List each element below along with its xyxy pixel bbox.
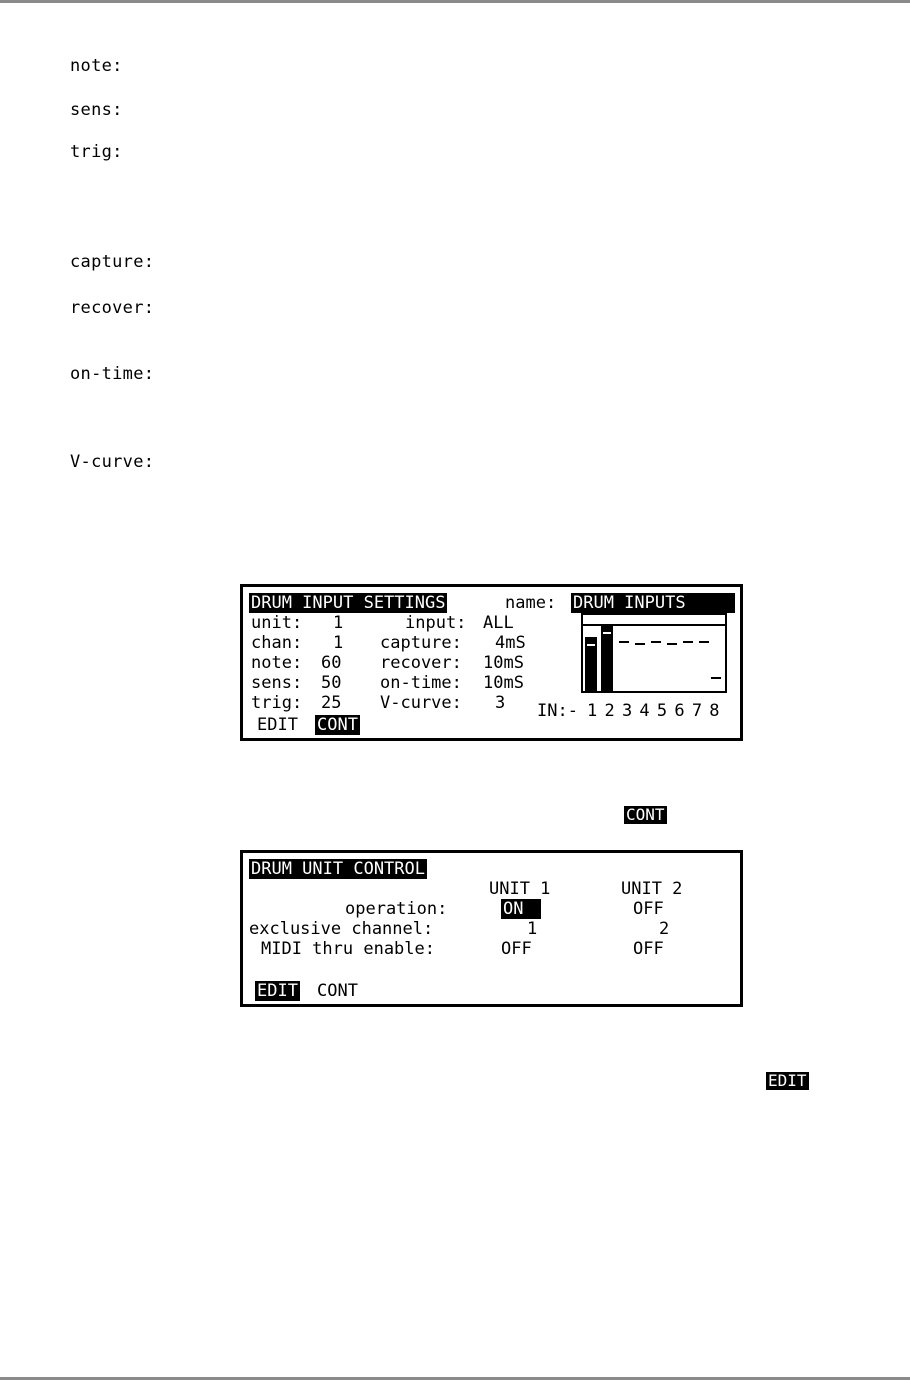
capture-label: capture: xyxy=(380,633,462,653)
operation-unit1[interactable]: ON xyxy=(501,899,541,919)
recover-label: recover: xyxy=(380,653,462,673)
term-recover: recover: xyxy=(70,298,155,318)
peak-mark xyxy=(603,632,611,634)
term-trig: trig: xyxy=(70,142,123,162)
soft-edit-button-2[interactable]: EDIT xyxy=(257,981,298,1001)
screen-title: DRUM INPUT SETTINGS xyxy=(251,593,446,613)
operation-label: operation: xyxy=(345,899,448,919)
trig-label: trig: xyxy=(251,693,303,713)
soft-cont-button-2[interactable]: CONT xyxy=(317,981,358,1001)
peak-mark xyxy=(587,644,595,646)
input-level-dash-4 xyxy=(635,643,645,645)
in-label: IN:- xyxy=(537,701,578,721)
top-rule xyxy=(0,0,910,3)
input-level-bar-1 xyxy=(585,637,597,691)
note-value[interactable]: 60 xyxy=(321,653,342,673)
term-v-curve: V-curve: xyxy=(70,452,155,472)
midithru-unit2[interactable]: OFF xyxy=(633,939,664,959)
input-level-dash-6 xyxy=(667,643,677,645)
operation-unit2[interactable]: OFF xyxy=(633,899,664,919)
meter-floor-dash xyxy=(711,677,721,679)
vcurve-value[interactable]: 3 xyxy=(495,693,506,713)
midithru-label: MIDI thru enable: xyxy=(261,939,435,959)
midithru-unit1[interactable]: OFF xyxy=(501,939,532,959)
vcurve-label: V-curve: xyxy=(380,693,462,713)
exclusive-unit2[interactable]: 2 xyxy=(659,919,670,939)
screen2-title: DRUM UNIT CONTROL xyxy=(251,859,425,879)
term-on-time: on-time: xyxy=(70,364,155,384)
soft-cont-button[interactable]: CONT xyxy=(317,715,358,735)
unit2-header: UNIT 2 xyxy=(621,879,683,899)
name-label: name: xyxy=(505,593,557,613)
input-level-dash-3 xyxy=(619,641,629,643)
term-sens: sens: xyxy=(70,100,123,120)
exclusive-unit1[interactable]: 1 xyxy=(527,919,538,939)
trig-value[interactable]: 25 xyxy=(321,693,342,713)
drum-input-settings-screen xyxy=(240,584,743,741)
term-note: note: xyxy=(70,56,123,76)
recover-value[interactable]: 10mS xyxy=(483,653,524,673)
chan-value[interactable]: 1 xyxy=(333,633,344,653)
capture-value[interactable]: 4mS xyxy=(495,633,526,653)
sens-label: sens: xyxy=(251,673,303,693)
input-level-dash-5 xyxy=(651,641,661,643)
sens-value[interactable]: 50 xyxy=(321,673,342,693)
soft-edit-button[interactable]: EDIT xyxy=(257,715,298,735)
ontime-value[interactable]: 10mS xyxy=(483,673,524,693)
input-level-meter xyxy=(581,613,727,693)
unit-label: unit: xyxy=(251,613,303,633)
input-level-bar-2 xyxy=(601,625,613,691)
note-label: note: xyxy=(251,653,303,673)
input-level-dash-7 xyxy=(683,641,693,643)
chan-label: chan: xyxy=(251,633,303,653)
input-level-dash-8 xyxy=(699,641,709,643)
unit1-header: UNIT 1 xyxy=(489,879,551,899)
term-capture: capture: xyxy=(70,252,155,272)
in-numbers: 1 2 3 4 5 6 7 8 xyxy=(587,701,720,721)
input-value[interactable]: ALL xyxy=(483,613,514,633)
unit-value[interactable]: 1 xyxy=(333,613,344,633)
exclusive-label: exclusive channel: xyxy=(249,919,434,939)
input-label: input: xyxy=(405,613,467,633)
name-value[interactable]: DRUM INPUTS xyxy=(571,593,735,613)
drum-unit-control-screen xyxy=(240,850,743,1007)
edit-key: EDIT xyxy=(768,1071,807,1090)
ontime-label: on-time: xyxy=(380,673,462,693)
cont-key: CONT xyxy=(626,805,665,824)
